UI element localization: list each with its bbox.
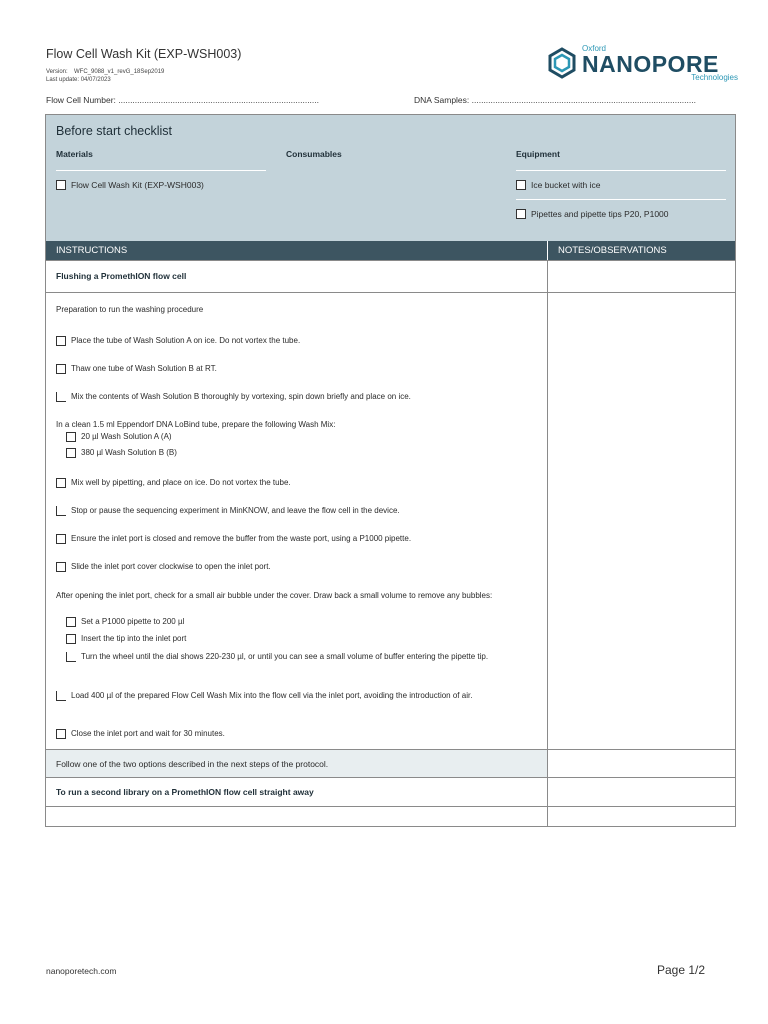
step-text: Insert the tip into the inlet port (81, 634, 187, 643)
checklist-item-label: Pipettes and pipette tips P20, P1000 (531, 209, 669, 219)
step-text: Close the inlet port and wait for 30 minutes. (71, 729, 225, 738)
bubble-item[interactable] (66, 634, 186, 644)
step-item[interactable] (56, 562, 271, 572)
step-text: Ensure the inlet port is closed and remove the buffer from the waste port, using a P1000 pipette. (71, 534, 412, 543)
checkbox[interactable] (56, 691, 66, 701)
step-item[interactable] (56, 392, 411, 402)
section-title: Flushing a PromethION flow cell (56, 271, 187, 281)
checkbox[interactable] (56, 534, 66, 544)
notes-divider (547, 807, 548, 826)
notes-heading: NOTES/OBSERVATIONS (558, 245, 667, 256)
materials-heading: Materials (56, 149, 93, 159)
oxford-nanopore-logo (546, 43, 742, 83)
step-item[interactable] (56, 364, 217, 374)
page-number: Page 1/2 (657, 963, 706, 977)
steps-row (46, 292, 735, 749)
step-text: Thaw one tube of Wash Solution B at RT. (71, 364, 217, 373)
notes-divider (547, 750, 548, 777)
bubble-item[interactable] (66, 652, 551, 662)
follow-note-row (46, 749, 735, 777)
step-text: 20 µl Wash Solution A (A) (81, 432, 172, 441)
step-text: 380 µl Wash Solution B (B) (81, 448, 177, 457)
empty-row (46, 806, 735, 826)
step-item[interactable] (56, 691, 541, 701)
checkbox[interactable] (56, 336, 66, 346)
document-title: Flow Cell Wash Kit (EXP-WSH003) (46, 47, 242, 61)
protocol-table (45, 114, 736, 827)
bubble-item[interactable] (66, 617, 184, 627)
step-item[interactable] (56, 478, 291, 488)
nanopore-logo-icon (546, 47, 578, 79)
section-title-row (46, 260, 735, 292)
version-label: Version: (46, 69, 68, 75)
step-text: Place the tube of Wash Solution A on ice. Do not vortex the tube. (71, 336, 301, 345)
last-update: Last update: 04/07/2023 (46, 77, 111, 83)
header-divider (547, 241, 548, 260)
checkbox[interactable] (56, 364, 66, 374)
washmix-item[interactable] (66, 432, 172, 442)
step-item[interactable] (56, 506, 400, 516)
step-text: Mix the contents of Wash Solution B thoroughly by vortexing, spin down briefly and place on ice. (71, 392, 411, 401)
notes-divider (547, 261, 548, 292)
flow-cell-number-field[interactable]: Flow Cell Number: ..................................................................................... (46, 95, 320, 105)
checkbox[interactable] (56, 562, 66, 572)
equipment-rule-2 (516, 199, 726, 200)
notes-divider (547, 778, 548, 806)
checklist-title: Before start checklist (56, 124, 173, 138)
equipment-heading: Equipment (516, 149, 560, 159)
checkbox[interactable] (56, 392, 66, 402)
consumables-heading: Consumables (286, 149, 342, 159)
second-library-row (46, 777, 735, 806)
checkbox[interactable] (516, 209, 526, 219)
follow-note: Follow one of the two options described in the next steps of the protocol. (46, 750, 547, 777)
checklist-item-ice-bucket[interactable] (516, 180, 600, 190)
before-start-checklist (46, 115, 735, 241)
checkbox[interactable] (56, 506, 66, 516)
washmix-item[interactable] (66, 448, 177, 458)
table-header-bar (46, 241, 735, 260)
checklist-item-label: Ice bucket with ice (531, 180, 601, 190)
step-text: Turn the wheel until the dial shows 220-230 µl, or until you can see a small volume of buffer entering the pipette tip. (81, 652, 489, 661)
equipment-rule (516, 170, 726, 171)
version-info (46, 68, 164, 84)
bubble-intro: After opening the inlet port, check for a small air bubble under the cover. Draw back a small volume to remove any bubbles: (56, 591, 493, 600)
step-item[interactable] (56, 534, 411, 544)
step-text: Mix well by pipetting, and place on ice. Do not vortex the tube. (71, 478, 291, 487)
prep-title: Preparation to run the washing procedure (56, 305, 204, 314)
checkbox[interactable] (56, 729, 66, 739)
step-text: Load 400 µl of the prepared Flow Cell Wash Mix into the flow cell via the inlet port, avoiding the introduction of air. (71, 691, 473, 700)
version-value: WFC_9088_v1_revG_18Sep2019 (74, 69, 165, 75)
dna-samples-field[interactable]: DNA Samples: ............................................................................................... (414, 95, 696, 105)
step-text: Set a P1000 pipette to 200 µl (81, 617, 185, 626)
step-item[interactable] (56, 336, 300, 346)
checkbox[interactable] (66, 634, 76, 644)
instructions-heading: INSTRUCTIONS (56, 245, 128, 256)
step-text: Slide the inlet port cover clockwise to open the inlet port. (71, 562, 271, 571)
checkbox[interactable] (56, 478, 66, 488)
logo-nanopore-text: NANOPORE (582, 51, 719, 77)
checklist-item-label: Flow Cell Wash Kit (EXP-WSH003) (71, 180, 204, 190)
materials-rule (56, 170, 266, 171)
washmix-intro: In a clean 1.5 ml Eppendorf DNA LoBind tube, prepare the following Wash Mix: (56, 420, 336, 429)
checklist-item-wash-kit[interactable] (56, 180, 204, 190)
footer-url[interactable]: nanoporetech.com (46, 966, 117, 976)
logo-oxford-text: Oxford (582, 44, 607, 53)
checkbox[interactable] (66, 432, 76, 442)
second-library-title: To run a second library on a PromethION flow cell straight away (56, 787, 314, 797)
notes-divider (547, 293, 548, 749)
checkbox[interactable] (66, 448, 76, 458)
checklist-item-pipettes[interactable] (516, 209, 669, 219)
checkbox[interactable] (516, 180, 526, 190)
step-item[interactable] (56, 729, 225, 739)
checkbox[interactable] (66, 652, 76, 662)
logo-technologies-text: Technologies (691, 73, 738, 82)
checkbox[interactable] (66, 617, 76, 627)
step-text: Stop or pause the sequencing experiment in MinKNOW, and leave the flow cell in the device. (71, 506, 400, 515)
checkbox[interactable] (56, 180, 66, 190)
